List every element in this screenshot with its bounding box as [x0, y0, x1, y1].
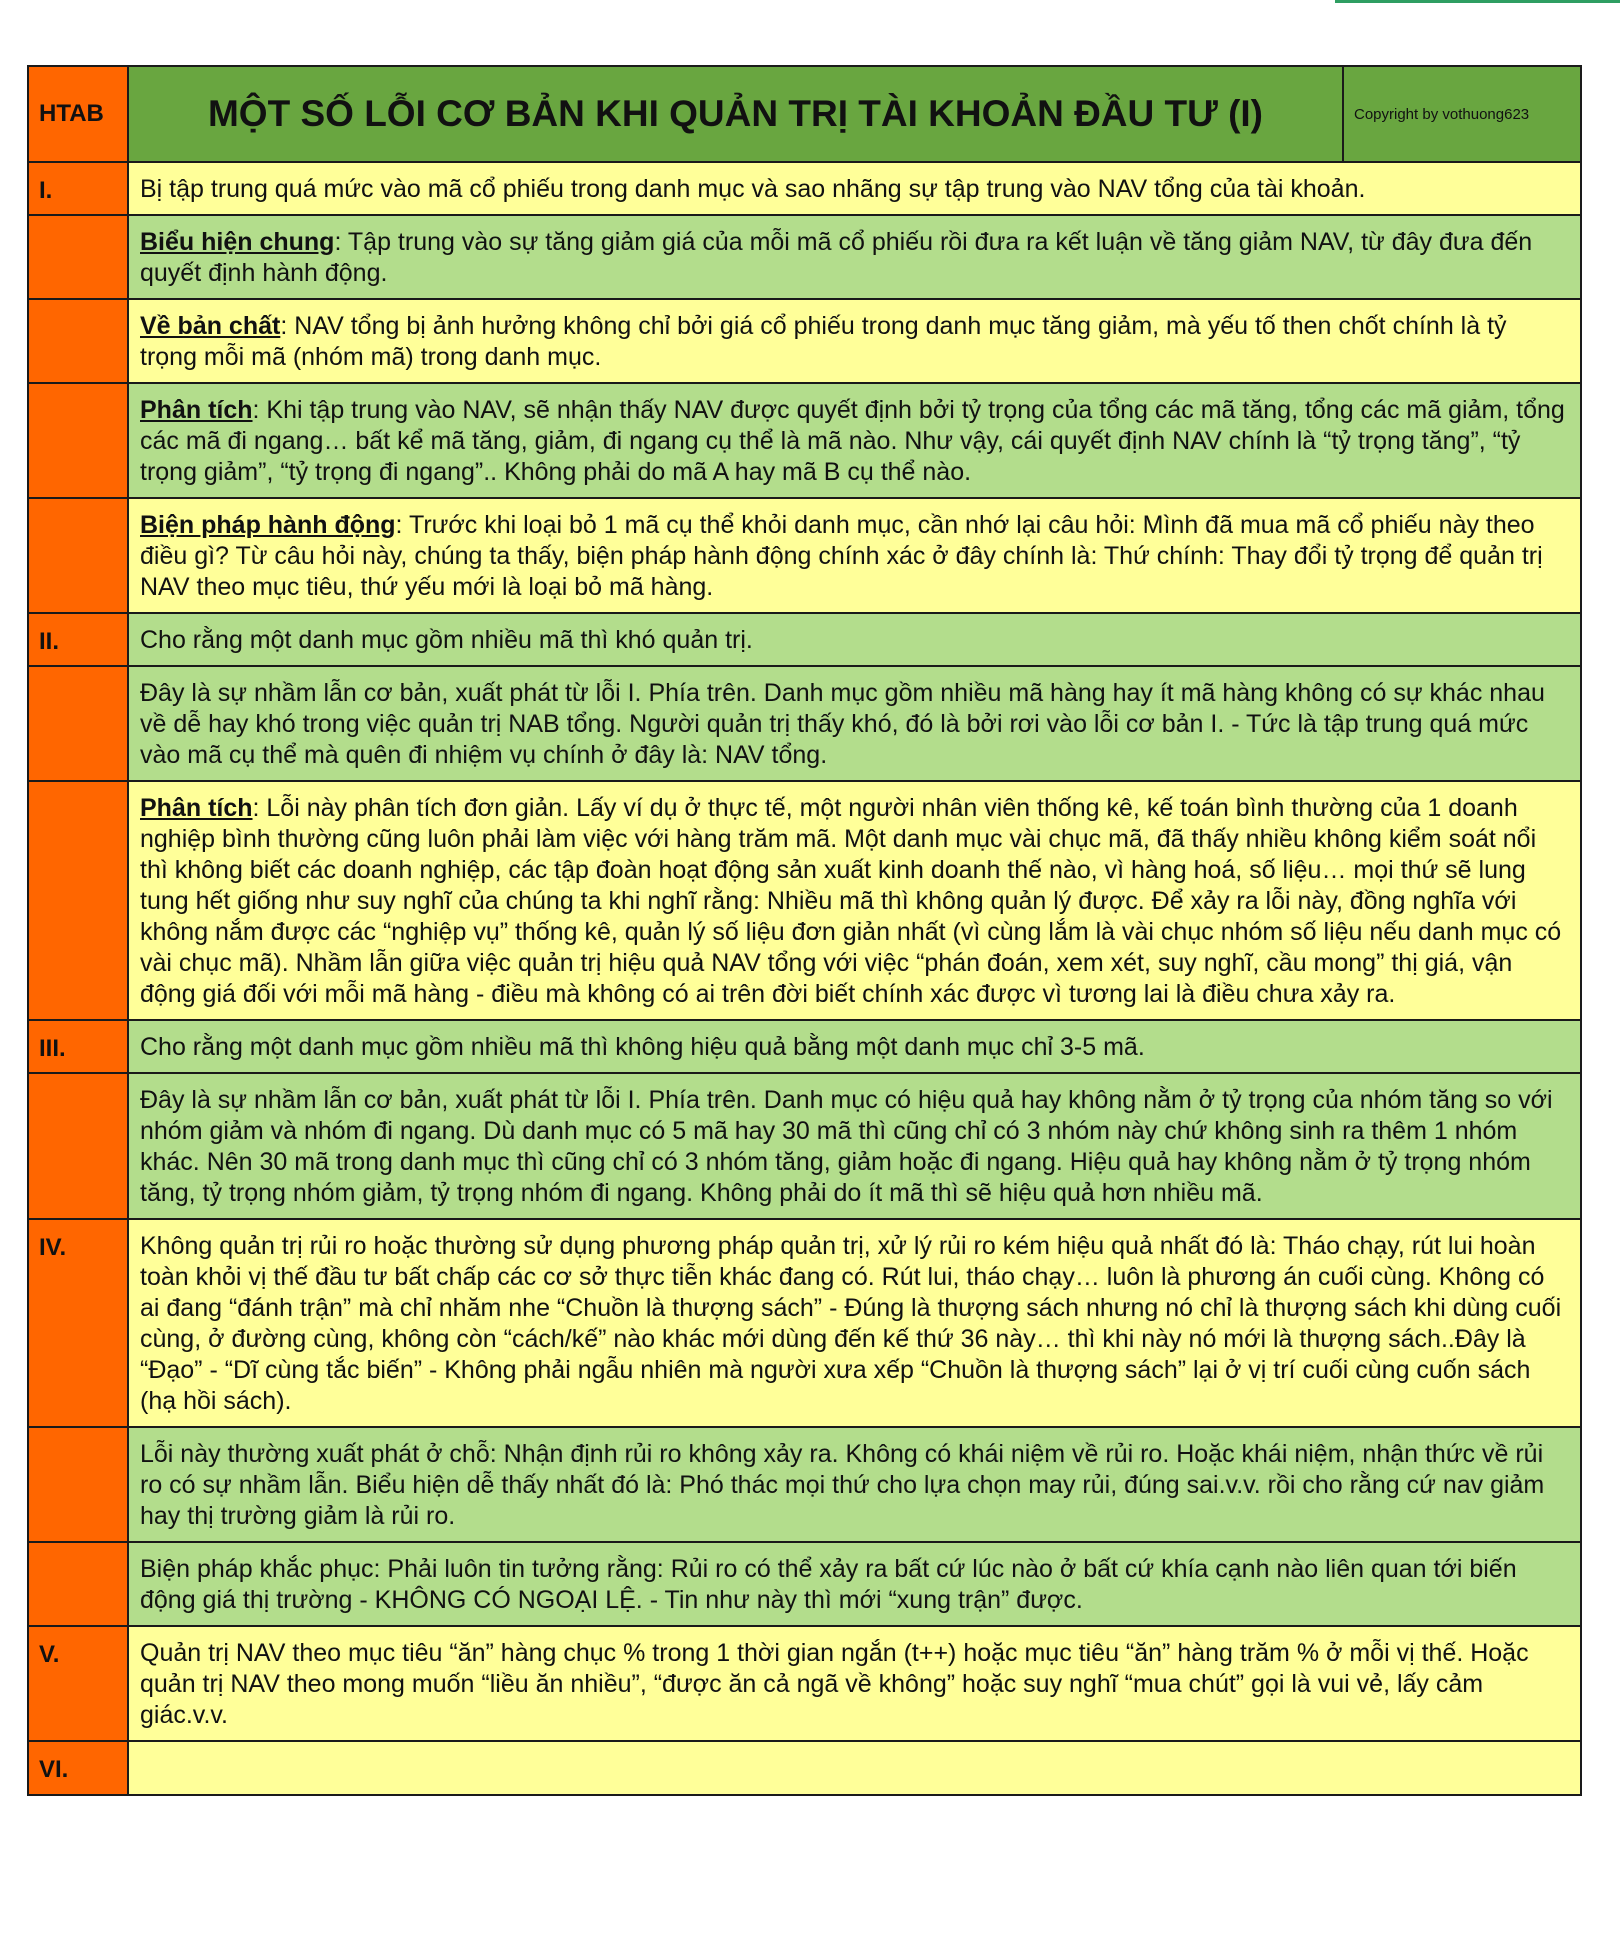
- row-content: [128, 1427, 1581, 1542]
- row-text: : Lỗi này phân tích đơn giản. Lấy ví dụ ở thực tế, một người nhân viên thống kê, kế toán bình thường của 1 doanh nghiệp bình thường cũng luôn phải làm việc với hàng trăm mã. Một danh mục vài chục mã, đã thấy nhiều không kiểm soát nổi thì không biết các doanh nghiệp, các tập đoàn hoạt động sản xuất kinh doanh thế nào, vì hàng hoá, số liệu… mọi thứ sẽ lung tung hết giống như suy nghĩ của chúng ta khi nghĩ rằng: Nhiều mã thì không quản lý được. Để xảy ra lỗi này, đồng nghĩa với không nắm được các “nghiệp vụ” thống kê, quản lý số liệu đơn giản nhất (vì cùng lắm là vài chục nhóm số liệu nếu danh mục có vài chục mã). Nhầm lẫn giữa việc quản trị hiệu quả NAV tổng với việc “phán đoán, xem xét, suy nghĩ, cầu mong” thị giá, vận động giá đối với mỗi mã hàng - điều mà không có ai trên đời biết chính xác được vì tương lai là điều chưa xảy ra.: [140, 794, 1562, 1008]
- table-row: [28, 1626, 1581, 1741]
- table-row: [28, 498, 1581, 613]
- row-content: [128, 162, 1581, 215]
- row-text: Không quản trị rủi ro hoặc thường sử dụng phương pháp quản trị, xử lý rủi ro kém hiệu quả nhất đó là: Tháo chạy, rút lui hoàn toàn khỏi vị thế đầu tư bất chấp các cơ sở thực tiễn khác đang có. Rút lui, tháo chạy… luôn là phương án cuối cùng. Không có ai đang “đánh trận” mà chỉ nhăm nhe “Chuồn là thượng sách” - Đúng là thượng sách nhưng nó chỉ là thượng sách khi dùng cuối cùng, ở đường cùng, không còn “cách/kế” nào khác mới dùng đến kế thứ 36 này… thì khi này nó mới là thượng sách..Đây là “Đạo” - “Dĩ cùng tắc biến” - Không phải ngẫu nhiên mà người xưa xếp “Chuồn là thượng sách” lại ở vị trí cuối cùng cuốn sách (hạ hồi sách).: [140, 1232, 1562, 1415]
- row-text: Cho rằng một danh mục gồm nhiều mã thì không hiệu quả bằng một danh mục chỉ 3-5 mã.: [140, 1033, 1145, 1061]
- header-label: HTAB: [28, 66, 128, 162]
- row-content: [128, 613, 1581, 666]
- row-content: [128, 666, 1581, 781]
- row-index: [28, 1073, 128, 1219]
- row-text: : Trước khi loại bỏ 1 mã cụ thể khỏi danh mục, cần nhớ lại câu hỏi: Mình đã mua mã cổ phiếu này theo điều gì? Từ câu hỏi này, chúng ta thấy, biện pháp hành động chính xác ở đây chính là: Thứ chính: Thay đổi tỷ trọng để quản trị NAV theo mục tiêu, thứ yếu mới là loại bỏ mã hàng.: [140, 511, 1543, 601]
- row-index: III.: [28, 1020, 128, 1073]
- row-index: II.: [28, 613, 128, 666]
- row-content: [128, 1542, 1581, 1626]
- row-text: Biện pháp khắc phục: Phải luôn tin tưởng rằng: Rủi ro có thể xảy ra bất cứ lúc nào ở bất cứ khía cạnh nào liên quan tới biến động giá thị trường - KHÔNG CÓ NGOẠI LỆ. - Tin như này thì mới “xung trận” được.: [140, 1555, 1517, 1614]
- row-text: Bị tập trung quá mức vào mã cổ phiếu trong danh mục và sao nhãng sự tập trung vào NAV tổng của tài khoản.: [140, 175, 1366, 203]
- header-row: [28, 66, 1581, 162]
- table-row: [28, 162, 1581, 215]
- row-index: [28, 383, 128, 498]
- table-row: [28, 1427, 1581, 1542]
- row-index: V.: [28, 1626, 128, 1741]
- row-index: [28, 1542, 128, 1626]
- table-row: [28, 1020, 1581, 1073]
- row-term: Phân tích: [140, 794, 253, 822]
- row-content: [128, 1020, 1581, 1073]
- content-table: [27, 65, 1582, 1796]
- row-content: [128, 299, 1581, 383]
- table-row: [28, 1542, 1581, 1626]
- row-index: [28, 781, 128, 1020]
- table-row: [28, 613, 1581, 666]
- row-text: Đây là sự nhầm lẫn cơ bản, xuất phát từ lỗi I. Phía trên. Danh mục gồm nhiều mã hàng hay ít mã hàng không có sự khác nhau về dễ hay khó trong việc quản trị NAB tổng. Người quản trị thấy khó, đó là bởi rơi vào lỗi cơ bản I. - Tức là tập trung quá mức vào mã cụ thể mà quên đi nhiệm vụ chính ở đây là: NAV tổng.: [140, 679, 1545, 769]
- row-index: I.: [28, 162, 128, 215]
- row-term: Biện pháp hành động: [140, 511, 396, 539]
- table-row: [28, 781, 1581, 1020]
- table-row: [28, 299, 1581, 383]
- table-row: [28, 215, 1581, 299]
- top-accent-line: [1335, 0, 1620, 3]
- table-row: [28, 666, 1581, 781]
- row-content: [128, 215, 1581, 299]
- table-row: [28, 1073, 1581, 1219]
- row-content: [128, 781, 1581, 1020]
- row-content: [128, 498, 1581, 613]
- row-index: [28, 299, 128, 383]
- row-index: VI.: [28, 1741, 128, 1795]
- row-text: Cho rằng một danh mục gồm nhiều mã thì khó quản trị.: [140, 626, 753, 654]
- row-term: Về bản chất: [140, 312, 281, 340]
- row-index: [28, 666, 128, 781]
- page-title: MỘT SỐ LỖI CƠ BẢN KHI QUẢN TRỊ TÀI KHOẢN ĐẦU TƯ (I): [128, 66, 1343, 162]
- row-term: Biểu hiện chung: [140, 228, 335, 256]
- row-term: Phân tích: [140, 396, 253, 424]
- row-text: : Tập trung vào sự tăng giảm giá của mỗi mã cổ phiếu rồi đưa ra kết luận về tăng giảm NAV, từ đây đưa đến quyết định hành động.: [140, 228, 1533, 287]
- row-index: [28, 498, 128, 613]
- table-row: [28, 1741, 1581, 1795]
- row-text: Đây là sự nhầm lẫn cơ bản, xuất phát từ lỗi I. Phía trên. Danh mục có hiệu quả hay không nằm ở tỷ trọng của nhóm tăng so với nhóm giảm và nhóm đi ngang. Dù danh mục có 5 mã hay 30 mã thì cũng chỉ có 3 nhóm này chứ không sinh ra thêm 1 nhóm khác. Nên 30 mã trong danh mục thì cũng chỉ có 3 nhóm tăng, giảm hoặc đi ngang. Hiệu quả hay không nằm ở tỷ trọng nhóm tăng, tỷ trọng nhóm giảm, tỷ trọng nhóm đi ngang. Không phải do ít mã thì sẽ hiệu quả hơn nhiều mã.: [140, 1086, 1553, 1207]
- row-content: [128, 1073, 1581, 1219]
- row-content: [128, 1626, 1581, 1741]
- copyright-note: Copyright by vothuong623: [1343, 66, 1581, 162]
- row-content: [128, 383, 1581, 498]
- row-index: IV.: [28, 1219, 128, 1427]
- row-text: Quản trị NAV theo mục tiêu “ăn” hàng chục % trong 1 thời gian ngắn (t++) hoặc mục tiêu “ăn” hàng trăm % ở mỗi vị thế. Hoặc quản trị NAV theo mong muốn “liều ăn nhiều”, “được ăn cả ngã về không” hoặc suy nghĩ “mua chút” gọi là vui vẻ, lấy cảm giác.v.v.: [140, 1639, 1529, 1729]
- row-content: [128, 1741, 1581, 1795]
- row-text: : Khi tập trung vào NAV, sẽ nhận thấy NAV được quyết định bởi tỷ trọng của tổng các mã tăng, tổng các mã giảm, tổng các mã đi ngang… bất kể mã tăng, giảm, đi ngang cụ thể là mã nào. Như vậy, cái quyết định NAV chính là “tỷ trọng tăng”, “tỷ trọng giảm”, “tỷ trọng đi ngang”.. Không phải do mã A hay mã B cụ thể nào.: [140, 396, 1565, 486]
- row-content: [128, 1219, 1581, 1427]
- table-row: [28, 383, 1581, 498]
- row-text: : NAV tổng bị ảnh hưởng không chỉ bởi giá cổ phiếu trong danh mục tăng giảm, mà yếu tố then chốt chính là tỷ trọng mỗi mã (nhóm mã) trong danh mục.: [140, 312, 1507, 371]
- row-index: [28, 1427, 128, 1542]
- table-row: [28, 1219, 1581, 1427]
- row-index: [28, 215, 128, 299]
- row-text: Lỗi này thường xuất phát ở chỗ: Nhận định rủi ro không xảy ra. Không có khái niệm về rủi ro. Hoặc khái niệm, nhận thức về rủi ro có sự nhầm lẫn. Biểu hiện dễ thấy nhất đó là: Phó thác mọi thứ cho lựa chọn may rủi, đúng sai.v.v. rồi cho rằng cứ nav giảm hay thị trường giảm là rủi ro.: [140, 1440, 1545, 1530]
